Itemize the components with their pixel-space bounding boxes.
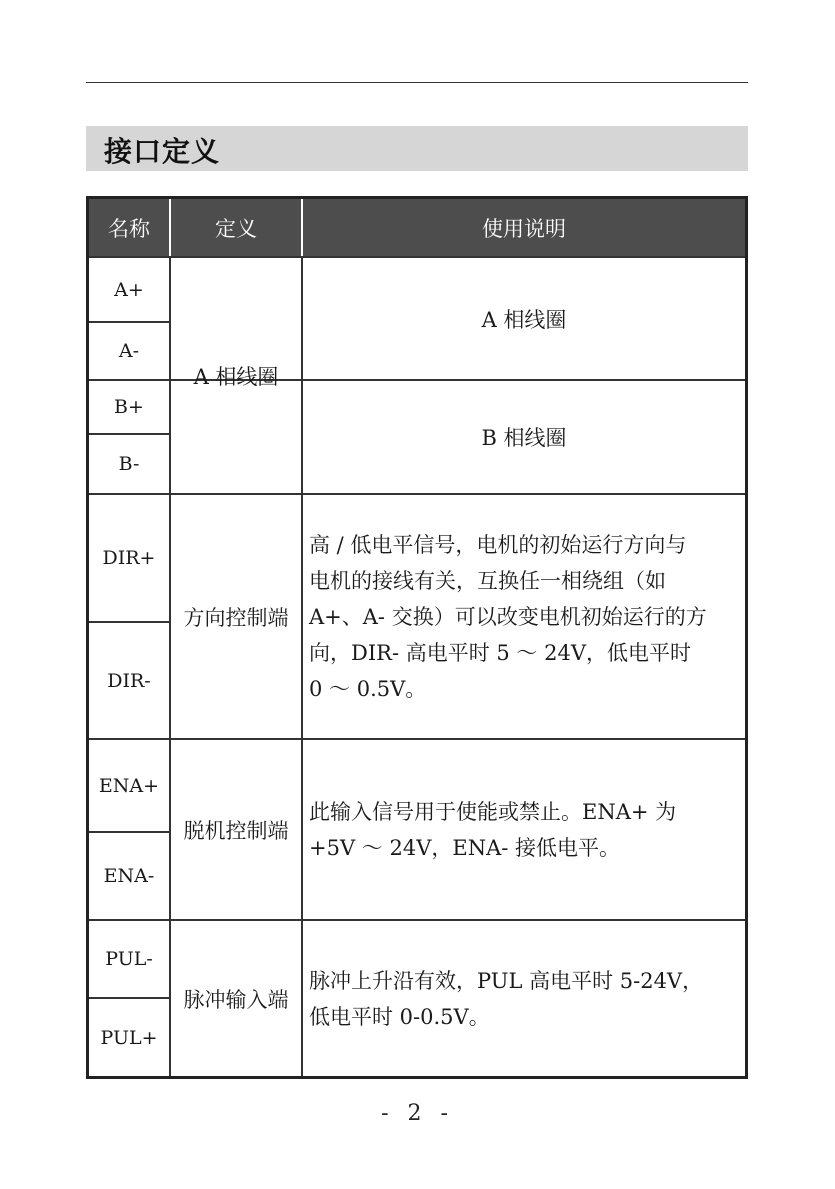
pin-name-cell: DIR+ [102,547,156,569]
definition-cell: 方向控制端 [183,605,289,630]
usage-cell [303,740,745,919]
usage-text [309,794,676,866]
usage-line: 高 / 低电平信号，电机的初始运行方向与 [309,532,687,557]
pin-name-cell: A+ [114,278,144,301]
pin-name-cell: ENA+ [98,774,160,797]
usage-text [309,527,707,707]
definition-cell: 脉冲输入端 [183,987,289,1012]
page-number: - 2 - [381,1101,454,1126]
pin-name-cell: ENA- [103,865,155,887]
usage-line: 低电平时 0-0.5V。 [309,1004,490,1029]
usage-text [309,963,703,1035]
usage-line: 脉冲上升沿有效，PUL 高电平时 5-24V， [309,968,704,993]
usage-line: 向，DIR- 高电平时 5 ～ 24V，低电平时 [309,640,691,665]
interface-definition-table [86,196,748,1079]
top-rule [86,82,748,83]
header-separator [301,199,303,256]
pin-name-cell: PUL+ [100,1026,158,1049]
usage-cell [303,921,745,1076]
definition-cell: 脱机控制端 [183,818,289,843]
header-name: 名称 [89,199,169,256]
header-usage: 使用说明 [303,199,745,256]
usage-cell [303,495,745,738]
usage-cell: B 相线圈 [481,426,567,450]
section-header-bar [86,126,748,171]
usage-line: +5V ～ 24V，ENA- 接低电平。 [309,835,621,860]
pin-name-cell: A- [118,340,140,362]
pin-name-cell: PUL- [105,948,153,970]
pin-name-cell: B- [118,453,140,475]
usage-line: 0 ～ 0.5V。 [309,676,427,701]
usage-line: 此输入信号用于使能或禁止。ENA+ 为 [309,799,677,824]
header-separator [169,199,171,256]
usage-cell: A 相线圈 [481,307,567,332]
pin-name-cell: DIR- [107,669,151,692]
pin-name-cell: B+ [114,396,144,418]
usage-line: A+、A- 交换）可以改变电机初始运行的方 [309,604,707,629]
section-title: 接口定义 [104,135,221,168]
header-definition: 定义 [171,199,301,256]
definition-cell: A 相线圈 [193,364,279,389]
usage-line: 电机的接线有关，互换任一相绕组（如 [309,568,666,593]
